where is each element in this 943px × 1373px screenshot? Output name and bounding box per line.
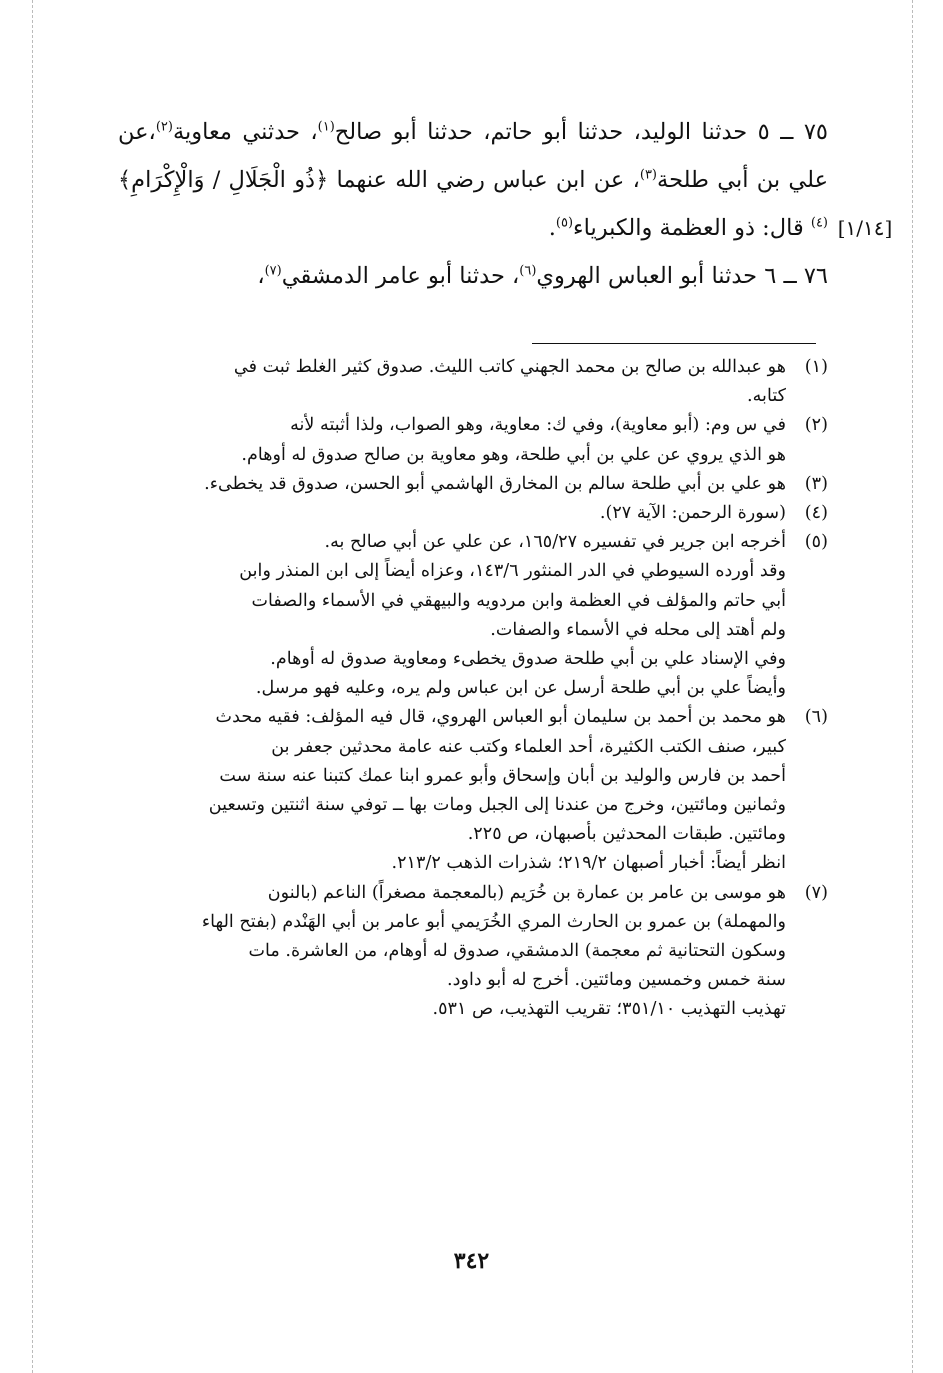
footnote-line: تهذيب التهذيب ٣٥١/١٠؛ تقريب التهذيب، ص ٥٣١. [432,999,786,1020]
footnote-ref-3[interactable]: (٣) [639,167,657,183]
footnote-1 [118,353,828,411]
footnote-body [118,470,786,499]
scan-edge-left [32,0,33,1373]
footnote-line: في س وم: (أبو معاوية)، وفي ك: معاوية، وهو الصواب، ولذا أثبته لأنه [290,415,786,436]
footnote-line: وسكون التحتانية ثم معجمة) الدمشقي، صدوق له أوهام، من العاشرة. مات [248,941,786,962]
main-text [118,108,828,300]
footnote-line: أبي حاتم والمؤلف في العظمة وابن مردويه والبيهقي في الأسماء والصفات [251,590,786,611]
hadith-75-line-2b: ،عن علي بن أبي طلحة [118,119,828,193]
footnote-line: وثمانين ومائتين، وخرج من عندنا إلى الجبل ومات بها ــ توفي سنة اثنتين وتسعين [208,795,786,816]
footnote-body [118,703,786,878]
footnote-number: (٢) [804,415,828,436]
footnote-line: وفي الإسناد علي بن أبي طلحة صدوق يخطىء ومعاوية صدوق له أوهام. [270,649,786,670]
footnote-body [118,528,786,703]
footnote-line: أحمد بن فارس والوليد بن أبان وإسحاق وأبو عمرو ابنا عمك كتبنا عنه سنة ست [219,765,786,786]
footnote-number: (٤) [804,503,828,524]
footnote-line: هو الذي يروي عن علي بن أبي طلحة، وهو معاوية بن صالح صدوق له أوهام. [241,444,786,465]
hadith-75-line-2c: ، عن ابن عباس رضي الله عنهما [336,167,640,193]
footnote-line: هو موسى بن عامر بن عمارة بن خُرَيم (بالمعجمة مصغراً) الناعم (بالنون [267,882,786,903]
footnote-number: (٥) [804,532,828,553]
footnote-line: وأيضاً علي بن أبي طلحة أرسل عن ابن عباس ولم يره، وعليه فهو مرسل. [255,678,786,699]
footnotes [118,353,828,1025]
footnote-line: أخرجه ابن جرير في تفسيره ١٦٥/٢٧، عن علي عن أبي صالح به. [324,532,786,553]
footnote-7 [118,879,828,1025]
footnote-6 [118,703,828,878]
footnote-3 [118,470,828,499]
hadith-76-line-a: ٧٦ ــ ٦ حدثنا أبو العباس الهروي [536,263,828,289]
footnote-line: انظر أيضاً: أخبار أصبهان ٢١٩/٢؛ شذرات الذهب ٢١٣/٢. [391,853,786,874]
hadith-75-line-1-end: ، حدثني [242,119,318,145]
footnote-line: والمهملة) بن عمرو بن الحارث المري الخُرَيمي أبو عامر بن أبي الهَنْدم (بفتح الهاء [201,911,786,932]
hadith-75-line-1: ٧٥ ــ ٥ حدثنا الوليد، حدثنا أبو حاتم، حدثنا أبو صالح [334,119,829,145]
footnote-body [118,411,786,469]
footnote-line: كبير، صنف الكتب الكثيرة، أحد العلماء وكتب عنه عامة محدثين جعفر بن [271,736,786,757]
footnote-line: هو عبدالله بن صالح بن محمد الجهني كاتب الليث. صدوق كثير الغلط ثبت في [233,357,786,377]
hadith-76 [118,252,828,300]
footnote-number: (٧) [804,882,828,903]
footnote-line: ولم أهتد إلى محله في الأسماء والصفات. [490,619,786,640]
footnote-4 [118,499,828,528]
hadith-75 [118,108,828,252]
footnote-ref-1[interactable]: (١) [317,119,335,135]
quran-verse: ﴿ذُو الْجَلَالِ / وَالْإِكْرَامِ﴾ [118,167,329,193]
footnote-line: سنة خمس وخمسين ومائتين. أخرج له أبو داود. [447,970,786,991]
margin-reference: [١/١٤] [837,216,893,240]
footnote-body [118,499,786,528]
footnote-line: ومائتين. طبقات المحدثين بأصبهان، ص ٢٢٥. [467,824,786,845]
footnote-ref-5[interactable]: (٥) [555,215,574,231]
footnote-separator [532,343,816,344]
hadith-75-line-3b: قال: ذو العظمة والكبرياء [573,215,811,241]
footnote-ref-4[interactable]: (٤) [810,215,828,231]
hadith-76-line-c: ، [257,263,265,289]
page-number: ٣٤٢ [453,1248,490,1274]
footnote-number: (٣) [804,473,828,494]
footnote-line: (سورة الرحمن: الآية ٢٧). [599,503,786,524]
footnote-line: وقد أورده السيوطي في الدر المنثور ١٤٣/٦، وعزاه أيضاً إلى ابن المنذر وابن [239,561,786,582]
footnote-ref-7[interactable]: (٧) [264,263,282,279]
footnote-body [118,879,786,1025]
scan-edge-right [912,0,913,1373]
footnote-line: هو محمد بن أحمد بن سليمان أبو العباس الهروي، قال فيه المؤلف: فقيه محدث [215,707,786,728]
hadith-76-line-b: ، حدثنا أبو عامر الدمشقي [281,263,520,289]
footnote-body [118,353,786,411]
footnote-ref-6[interactable]: (٦) [519,263,537,279]
footnote-ref-2[interactable]: (٢) [155,119,173,135]
footnote-line: كتابه. [747,386,786,407]
hadith-75-line-2a: معاوية [172,119,232,145]
hadith-75-line-3c: . [548,215,556,241]
footnote-2 [118,411,828,469]
footnote-number: (١) [804,357,828,377]
footnote-line: هو علي بن أبي طلحة سالم بن المخارق الهاشمي أبو الحسن، صدوق قد يخطىء. [204,473,786,494]
footnote-number: (٦) [804,707,828,728]
footnote-5 [118,528,828,703]
